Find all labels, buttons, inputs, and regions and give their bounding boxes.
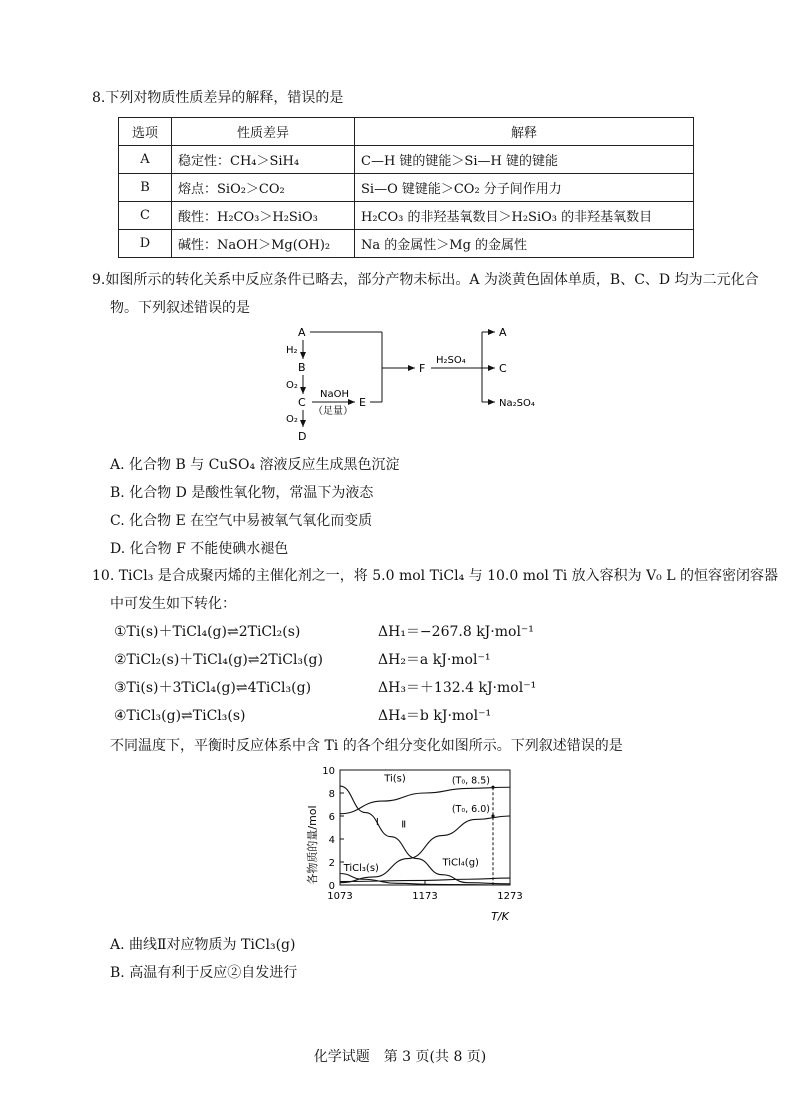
q10-graph-intro: 不同温度下，平衡时反应体系中含 Ti 的各个组分变化如图所示。下列叙述错误的是 bbox=[110, 738, 623, 754]
annotation-point bbox=[491, 814, 494, 817]
col-header-option: 选项 bbox=[119, 118, 172, 146]
label-excess: （足量） bbox=[313, 406, 353, 417]
q10-option-b: B. 高温有利于反应②自发进行 bbox=[110, 965, 298, 981]
product-A: A bbox=[499, 326, 507, 339]
q9-option-b: B. 化合物 D 是酸性氧化物，常温下为液态 bbox=[110, 485, 374, 501]
col-header-explanation: 解释 bbox=[355, 118, 694, 146]
property-cell: 稳定性：CH₄＞SiH₄ bbox=[172, 146, 355, 174]
property-cell: 酸性：H₂CO₃＞H₂SiO₃ bbox=[172, 202, 355, 230]
property-cell: 碱性：NaOH＞Mg(OH)₂ bbox=[172, 230, 355, 258]
y-tick-label: 0 bbox=[328, 881, 335, 892]
q10-option-a: A. 曲线Ⅱ对应物质为 TiCl₃(g) bbox=[110, 937, 296, 953]
curve-label: Ⅱ bbox=[401, 819, 407, 831]
explanation-cell: C—H 键的键能＞Si—H 键的键能 bbox=[355, 146, 694, 174]
q9-stem-line2: 物。下列叙述错误的是 bbox=[110, 300, 250, 316]
annotation-label: (T₀, 8.5) bbox=[451, 775, 490, 787]
curve-label: Ti(s) bbox=[384, 773, 406, 785]
reaction-2: ②TiCl₂(s)＋TiCl₄(g)⇌2TiCl₃(g) bbox=[114, 652, 323, 668]
label-H2: H₂ bbox=[286, 345, 298, 356]
x-tick-label: 1173 bbox=[412, 891, 438, 902]
curve-label: TiCl₃(s) bbox=[343, 863, 379, 875]
option-cell: C bbox=[119, 202, 172, 230]
x-tick-label: 1073 bbox=[327, 891, 353, 902]
q10-chart bbox=[300, 760, 530, 932]
q9-option-c: C. 化合物 E 在空气中易被氧气氧化而变质 bbox=[110, 513, 373, 529]
explanation-cell: Si—O 键键能＞CO₂ 分子间作用力 bbox=[355, 174, 694, 202]
enthalpy-3: ΔH₃＝＋132.4 kJ·mol⁻¹ bbox=[378, 680, 537, 696]
explanation-cell: H₂CO₃ 的非羟基氧数目＞H₂SiO₃ 的非羟基氧数目 bbox=[355, 202, 694, 230]
table-row bbox=[119, 174, 694, 202]
enthalpy-4: ΔH₄＝b kJ·mol⁻¹ bbox=[378, 708, 492, 724]
node-E: E bbox=[359, 396, 366, 409]
node-F: F bbox=[419, 362, 426, 375]
page-footer: 化学试题 第 3 页(共 8 页) bbox=[313, 1049, 487, 1065]
table-row bbox=[119, 230, 694, 258]
label-O2-1: O₂ bbox=[286, 380, 298, 391]
option-cell: B bbox=[119, 174, 172, 202]
x-tick-label: 1273 bbox=[497, 891, 523, 902]
q9-option-d: D. 化合物 F 不能使碘水褪色 bbox=[110, 541, 289, 557]
node-B: B bbox=[298, 361, 306, 374]
y-tick-label: 8 bbox=[328, 789, 335, 800]
explanation-cell: Na 的金属性＞Mg 的金属性 bbox=[355, 230, 694, 258]
y-axis-label: 各物质的量/mol bbox=[306, 805, 319, 885]
q9-option-a: A. 化合物 B 与 CuSO₄ 溶液反应生成黑色沉淀 bbox=[110, 457, 400, 473]
option-cell: A bbox=[119, 146, 172, 174]
col-header-property: 性质差异 bbox=[172, 118, 355, 146]
y-tick-label: 10 bbox=[322, 766, 335, 777]
q9-diagram bbox=[270, 322, 560, 447]
label-O2-2: O₂ bbox=[286, 414, 298, 425]
node-C: C bbox=[298, 396, 306, 409]
option-cell: D bbox=[119, 230, 172, 258]
enthalpy-1: ΔH₁＝−267.8 kJ·mol⁻¹ bbox=[378, 624, 534, 640]
annotation-label: (T₀, 6.0) bbox=[451, 804, 490, 815]
node-A: A bbox=[298, 326, 306, 339]
annotation-point bbox=[491, 786, 494, 789]
x-axis-label: T/K bbox=[491, 910, 509, 923]
q10-stem-line2: 中可发生如下转化： bbox=[110, 596, 236, 612]
q10-stem-line1: 10. TiCl₃ 是合成聚丙烯的主催化剂之一，将 5.0 mol TiCl₄ 与 10.0 mol Ti 放入容积为 V₀ L 的恒容密闭容器 bbox=[92, 568, 778, 584]
table-row bbox=[119, 146, 694, 174]
q9-stem-line1: 9.如图所示的转化关系中反应条件已略去，部分产物未标出。A 为淡黄色固体单质，B、C、D 均为二元化合 bbox=[92, 272, 759, 288]
property-cell: 熔点：SiO₂＞CO₂ bbox=[172, 174, 355, 202]
enthalpy-2: ΔH₂＝a kJ·mol⁻¹ bbox=[378, 652, 491, 668]
curve-label: Ⅰ bbox=[375, 817, 379, 829]
product-Na2SO4: Na₂SO₄ bbox=[499, 398, 535, 409]
table-header-row bbox=[119, 118, 694, 146]
node-D: D bbox=[298, 430, 307, 443]
reaction-1: ①Ti(s)＋TiCl₄(g)⇌2TiCl₂(s) bbox=[114, 624, 301, 640]
y-tick-label: 6 bbox=[328, 812, 335, 823]
reaction-3: ③Ti(s)＋3TiCl₄(g)⇌4TiCl₃(g) bbox=[114, 680, 312, 696]
q8-stem: 8.下列对物质性质差异的解释，错误的是 bbox=[92, 90, 344, 106]
label-NaOH: NaOH bbox=[320, 389, 349, 400]
y-tick-label: 2 bbox=[328, 858, 335, 869]
label-H2SO4: H₂SO₄ bbox=[436, 355, 466, 366]
table-row bbox=[119, 202, 694, 230]
reaction-4: ④TiCl₃(g)⇌TiCl₃(s) bbox=[114, 708, 246, 724]
q8-table bbox=[118, 117, 694, 258]
curve-label: TiCl₄(g) bbox=[442, 857, 479, 869]
product-C: C bbox=[499, 362, 507, 375]
y-tick-label: 4 bbox=[328, 835, 335, 846]
